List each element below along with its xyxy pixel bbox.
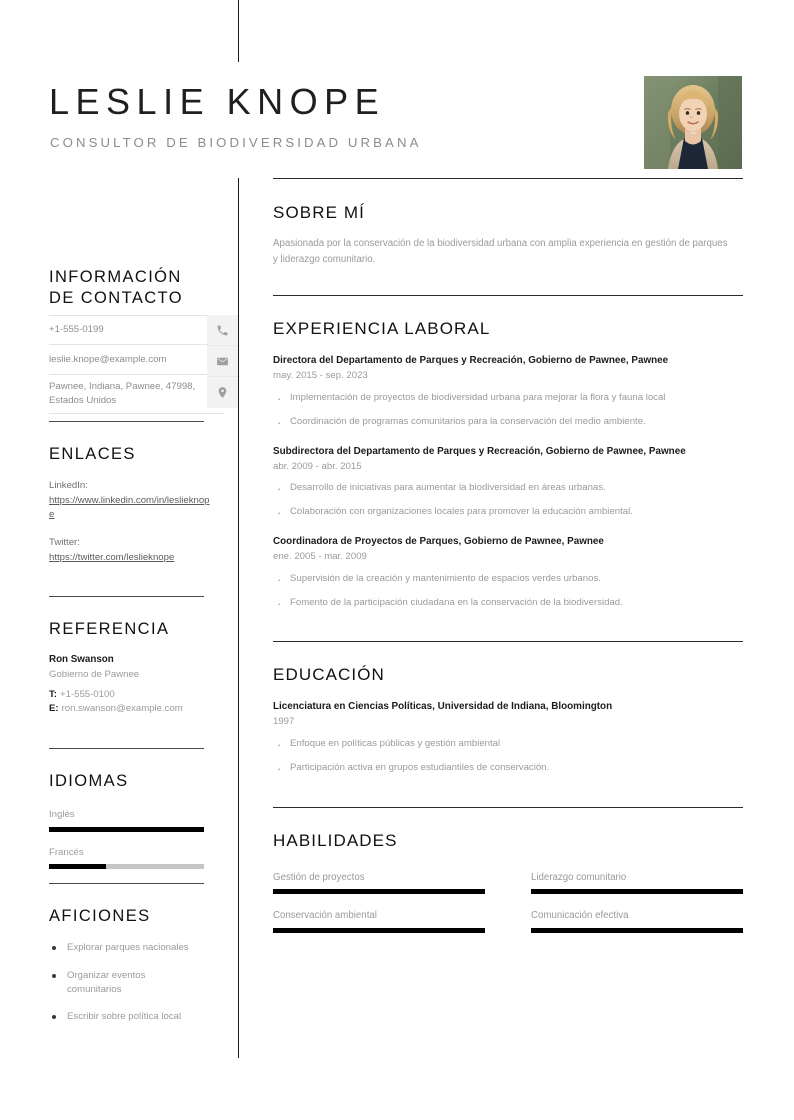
links-heading: ENLACES [49, 445, 136, 463]
job-title: Subdirectora del Departamento de Parques y Recreación, Gobierno de Pawnee, Pawnee [273, 445, 686, 457]
reference-phone-key: T: [49, 688, 57, 700]
link-url-twitter[interactable]: https://twitter.com/leslieknope [49, 551, 175, 563]
reference-section [0, 596, 238, 716]
languages-list [0, 792, 204, 869]
language-item-frances [49, 846, 204, 869]
contact-row-address [49, 375, 224, 414]
education-bullets [273, 737, 743, 776]
skill-item [273, 871, 485, 895]
skill-name: Liderazgo comunitario [531, 871, 627, 883]
hobbies-list [0, 927, 200, 1025]
reference-email-value: ron.swanson@example.com [61, 703, 183, 715]
contact-row-phone [49, 315, 224, 345]
list-item: · Colaboración con organizaciones locales para promover la educación ambiental. [273, 505, 735, 520]
reference-phone-value: +1-555-0100 [60, 688, 115, 700]
skill-bar-fill [531, 928, 743, 933]
list-item: · Enfoque en políticas públicas y gestión ambiental [273, 737, 735, 752]
experience-heading: EXPERIENCIA LABORAL [273, 318, 491, 338]
list-item: · Participación activa en grupos estudiantiles de conservación. [273, 761, 735, 776]
skill-item [531, 871, 743, 895]
phone-icon-cell [207, 315, 238, 346]
reference-email-row [49, 702, 200, 716]
skill-bar-fill [273, 889, 485, 894]
link-item-twitter [49, 536, 210, 565]
contact-email-value: leslie.knope@example.com [49, 353, 167, 365]
list-item: Escribir sobre política local [49, 1010, 189, 1024]
contact-heading-line2: DE CONTACTO [49, 289, 183, 308]
contact-address-value: Pawnee, Indiana, Pawnee, 47998, Estados Unidos [49, 381, 196, 406]
language-bar-track-ingles [49, 827, 204, 832]
skill-bar-track [531, 889, 743, 894]
location-pin-icon [216, 386, 229, 399]
skill-name: Comunicación efectiva [531, 910, 629, 922]
page-title: LESLIE KNOPE [49, 81, 386, 122]
language-name-ingles: Inglés [49, 809, 75, 821]
job-bullets [273, 391, 743, 430]
experience-entry [273, 353, 743, 430]
phone-icon [216, 324, 229, 337]
hobbies-heading: AFICIONES [49, 907, 151, 925]
reference-details [0, 640, 200, 716]
language-bar-track-frances [49, 864, 204, 869]
link-label-linkedin: LinkedIn: [49, 480, 88, 492]
job-date: abr. 2009 - abr. 2015 [273, 460, 362, 472]
job-bullets [273, 481, 743, 520]
reference-phone-row [49, 688, 200, 702]
skill-bar-track [273, 928, 485, 933]
education-title: Licenciatura en Ciencias Políticas, Universidad de Indiana, Bloomington [273, 701, 613, 713]
reference-name: Ron Swanson [49, 654, 114, 666]
list-item: Explorar parques nacionales [49, 941, 189, 955]
skills-grid [273, 871, 743, 933]
skills-heading: HABILIDADES [273, 830, 398, 850]
experience-entry [273, 444, 743, 521]
skill-bar-fill [273, 928, 485, 933]
language-item-ingles [49, 808, 204, 831]
experience-entry [273, 534, 743, 611]
list-item: Organizar eventos comunitarios [49, 969, 189, 998]
list-item: · Fomento de la participación ciudadana en la conservación de la biodiversidad. [273, 596, 735, 611]
links-list [0, 465, 210, 565]
job-title: Directora del Departamento de Parques y Recreación, Gobierno de Pawnee, Pawnee [273, 354, 669, 366]
reference-organization: Gobierno de Pawnee [49, 668, 140, 680]
reference-email-key: E: [49, 703, 59, 715]
skill-bar-fill [531, 889, 743, 894]
skill-item [531, 909, 743, 933]
contact-rows [49, 315, 224, 414]
envelope-icon [216, 355, 229, 368]
contact-heading [49, 267, 224, 309]
contact-heading-line1: INFORMACIÓN [49, 268, 182, 286]
link-item-linkedin [49, 479, 210, 522]
link-label-twitter: Twitter: [49, 537, 80, 549]
language-name-frances: Francés [49, 846, 84, 858]
about-text: Apasionada por la conservación de la biodiversidad urbana con amplia experiencia en gestión de parques y liderazgo comunitario. [273, 238, 728, 265]
job-title: Coordinadora de Proyectos de Parques, Gobierno de Pawnee, Pawnee [273, 536, 604, 548]
contact-phone-value: +1-555-0199 [49, 324, 104, 336]
job-bullets [273, 572, 743, 611]
job-date: ene. 2005 - mar. 2009 [273, 551, 367, 563]
list-item: · Coordinación de programas comunitarios para la conservación del medio ambiente. [273, 415, 735, 430]
skill-bar-track [531, 928, 743, 933]
list-item: · Implementación de proyectos de biodiversidad urbana para mejorar la flora y fauna local [273, 391, 735, 406]
hobbies-section [0, 883, 238, 1038]
list-item: · Desarrollo de iniciativas para aumentar la biodiversidad en áreas urbanas. [273, 481, 735, 496]
reference-heading: REFERENCIA [49, 620, 170, 638]
skill-item [273, 909, 485, 933]
resume-header [0, 0, 794, 178]
portrait-photo-icon [644, 76, 742, 169]
skill-name: Gestión de proyectos [273, 871, 365, 883]
envelope-icon-cell [207, 346, 238, 377]
education-date: 1997 [273, 716, 295, 728]
job-subtitle: CONSULTOR DE BIODIVERSIDAD URBANA [50, 135, 422, 150]
languages-section [0, 748, 238, 883]
about-heading: SOBRE MÍ [273, 203, 365, 222]
main-column [273, 178, 743, 933]
language-bar-fill-ingles [49, 827, 204, 832]
languages-heading: IDIOMAS [49, 772, 129, 790]
skill-name: Conservación ambiental [273, 910, 377, 922]
column-vertical-divider [238, 178, 239, 1058]
skill-bar-track [273, 889, 485, 894]
link-url-linkedin[interactable]: https://www.linkedin.com/in/leslieknope [49, 494, 210, 520]
sidebar [0, 178, 238, 1120]
contact-icon-strip [207, 315, 238, 408]
job-date: may. 2015 - sep. 2023 [273, 369, 368, 381]
avatar [644, 76, 742, 169]
list-item: · Supervisión de la creación y mantenimiento de espacios verdes urbanos. [273, 572, 735, 587]
education-heading: EDUCACIÓN [273, 664, 385, 684]
language-bar-fill-frances [49, 864, 106, 869]
education-entry [273, 699, 743, 776]
location-pin-icon-cell [207, 377, 238, 408]
contact-row-email [49, 345, 224, 375]
links-section [0, 421, 238, 579]
